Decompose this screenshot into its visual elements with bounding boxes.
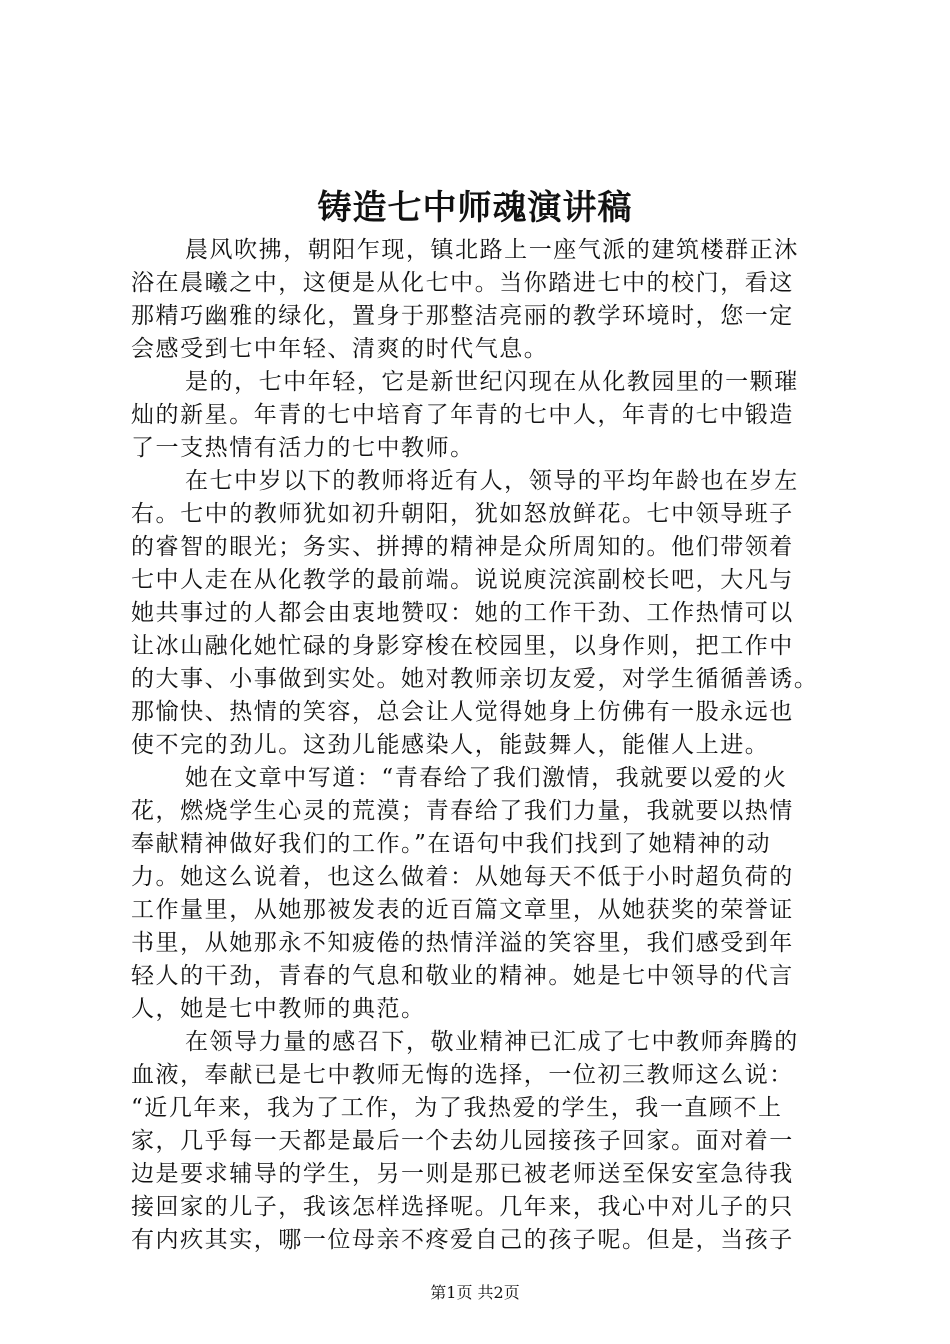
- paragraph-line: 轻人的干劲，青春的气息和敬业的精神。她是七中领导的代言: [131, 963, 794, 989]
- paragraph-line: 边是要求辅导的学生，另一则是那已被老师送至保安室急待我: [131, 1161, 794, 1187]
- page-title: 铸造七中师魂演讲稿: [317, 188, 633, 228]
- paragraph-line: 了一支热情有活力的七中教师。: [131, 435, 475, 461]
- paragraph-line: “近几年来，我为了工作，为了我热爱的学生，我一直顾不上: [131, 1095, 783, 1121]
- paragraph-line: 晨风吹拂，朝阳乍现，镇北路上一座气派的建筑楼群正沐: [185, 237, 799, 263]
- paragraph-line: 的睿智的眼光；务实、拼搏的精神是众所周知的。他们带领着: [131, 534, 794, 560]
- paragraph-line: 的大事、小事做到实处。她对教师亲切友爱，对学生循循善诱。: [131, 666, 819, 692]
- paragraph-line: 工作量里，从她那被发表的近百篇文章里，从她获奖的荣誉证: [131, 897, 794, 923]
- paragraph-line: 那精巧幽雅的绿化，置身于那整洁亮丽的教学环境时，您一定: [131, 303, 794, 329]
- paragraph-line: 使不完的劲儿。这劲儿能感染人，能鼓舞人，能催人上进。: [131, 732, 770, 758]
- paragraph-line: 灿的新星。年青的七中培育了年青的七中人，年青的七中锻造: [131, 402, 794, 428]
- paragraph-line: 她在文章中写道：“青春给了我们激情，我就要以爱的火: [185, 765, 788, 791]
- paragraph-line: 接回家的儿子，我该怎样选择呢。几年来，我心中对儿子的只: [131, 1194, 794, 1220]
- paragraph-line: 在七中岁以下的教师将近有人，领导的平均年龄也在岁左: [185, 468, 799, 494]
- paragraph-line: 奉献精神做好我们的工作。”在语句中我们找到了她精神的动: [131, 831, 772, 857]
- paragraph-line: 力。她这么说着，也这么做着：从她每天不低于小时超负荷的: [131, 864, 794, 890]
- document-body: [131, 234, 831, 1257]
- page-footer: 第1页 共2页: [430, 1283, 520, 1302]
- paragraph-line: 那愉快、热情的笑容，总会让人觉得她身上仿佛有一股永远也: [131, 699, 794, 725]
- paragraph-line: 在领导力量的感召下，敬业精神已汇成了七中教师奔腾的: [185, 1029, 799, 1055]
- paragraph-line: 血液，奉献已是七中教师无悔的选择，一位初三教师这么说：: [131, 1062, 794, 1088]
- paragraph-line: 人，她是七中教师的典范。: [131, 996, 426, 1022]
- paragraph-line: 会感受到七中年轻、清爽的时代气息。: [131, 336, 549, 362]
- paragraph-line: 右。七中的教师犹如初升朝阳，犹如怒放鲜花。七中领导班子: [131, 501, 794, 527]
- paragraph-line: 花，燃烧学生心灵的荒漠；青春给了我们力量，我就要以热情: [131, 798, 794, 824]
- paragraph-line: 家，几乎每一天都是最后一个去幼儿园接孩子回家。面对着一: [131, 1128, 794, 1154]
- paragraph-line: 书里，从她那永不知疲倦的热情洋溢的笑容里，我们感受到年: [131, 930, 794, 956]
- paragraph-line: 七中人走在从化教学的最前端。说说庾浣滨副校长吧，大凡与: [131, 567, 794, 593]
- paragraph-line: 浴在晨曦之中，这便是从化七中。当你踏进七中的校门，看这: [131, 270, 794, 296]
- paragraph-line: 让冰山融化她忙碌的身影穿梭在校园里，以身作则，把工作中: [131, 633, 794, 659]
- paragraph-line: 有内疚其实，哪一位母亲不疼爱自己的孩子呢。但是，当孩子: [131, 1227, 794, 1253]
- paragraph-line: 是的，七中年轻，它是新世纪闪现在从化教园里的一颗璀: [185, 369, 799, 395]
- paragraph-line: 她共事过的人都会由衷地赞叹：她的工作干劲、工作热情可以: [131, 600, 794, 626]
